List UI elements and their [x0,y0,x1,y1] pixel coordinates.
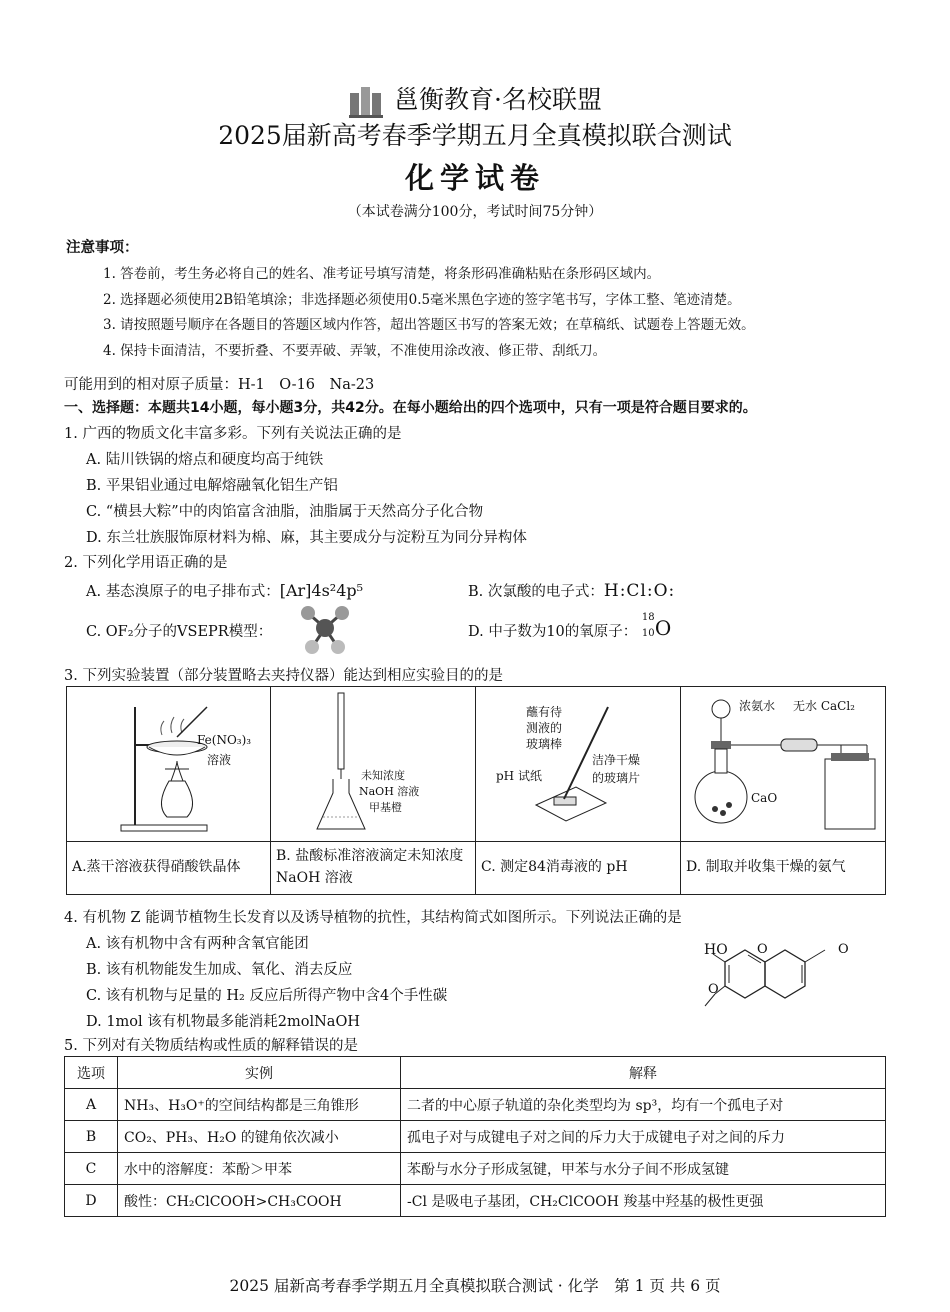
q4-option-b: B. 该有机物能发生加成、氧化、消去反应 [86,962,353,978]
apparatus-c [476,687,681,842]
table-cell: B [65,1121,118,1153]
label-fe-nitrate: Fe(NO₃)₃ [197,733,252,747]
table-header: 选项 [65,1057,118,1089]
subject-title: 化学试卷 [404,161,545,195]
exam-info: （本试卷满分100分，考试时间75分钟） [347,204,603,220]
q3-caption-c: C. 测定84消毒液的 pH [476,842,681,895]
element-symbol: O [654,616,672,640]
table-cell: -Cl 是吸电子基团，CH₂ClCOOH 羧基中羟基的极性更强 [401,1185,886,1217]
q4-option-c: C. 该有机物与足量的 H₂ 反应后所得产物中含4个手性碳 [86,988,448,1004]
label-ammonia-water: 浓氨水 [739,699,776,713]
q1-option-d: D. 东兰壮族服饰原材料为棉、麻，其主要成分与淀粉互为同分异构体 [86,530,527,546]
q2-option-b-text: B. 次氯酸的电子式： [468,584,604,600]
label-glass-rod-3: 玻璃棒 [526,737,563,751]
table-cell: C [65,1153,118,1185]
table-cell: 孤电子对与成键电子对之间的斥力大于成键电子对之间的斥力 [401,1121,886,1153]
brand-text: 邕衡教育·名校联盟 [394,85,602,114]
notice-item: 3. 请按照题号顺序在各题目的答题区域内作答，超出答题区书写的答案无效；在草稿纸、试题卷上答题无效。 [103,317,755,333]
q2-option-c [86,620,272,641]
q3-apparatus-table [66,686,886,895]
titration-apparatus-icon [271,687,475,841]
table-cell: NH₃、H₃O⁺的空间结构都是三角锥形 [118,1089,401,1121]
q2-option-a [86,580,363,601]
notice-heading: 注意事项： [66,240,139,256]
table-header: 实例 [118,1057,401,1089]
label-solution: 溶液 [207,753,232,767]
table-cell: CO₂、PH₃、H₂O 的键角依次减小 [118,1121,401,1153]
label-methyl-orange: 甲基橙 [369,801,402,814]
q2-option-b-formula: H:Cl:O: [603,581,676,601]
mass-number: 18 [641,612,655,623]
table-cell: 苯酚与水分子形成氢键，甲苯与水分子间不形成氢键 [401,1153,886,1185]
struct-label-carbonyl-o: O [838,942,849,957]
q2-option-d-text: D. 中子数为10的氧原子： [468,624,638,640]
q1-option-a: A. 陆川铁锅的熔点和硬度均高于纯铁 [86,452,324,468]
q2-option-a-text: A. 基态溴原子的电子排布式： [86,584,280,600]
table-cell: 酸性：CH₂ClCOOH>CH₃COOH [118,1185,401,1217]
q5-stem: 5. 下列对有关物质结构或性质的解释错误的是 [64,1038,358,1054]
atomic-mass-note: 可能用到的相对原子质量：H-1 O-16 Na-23 [64,377,375,393]
q3-caption-d: D. 制取并收集干燥的氨气 [681,842,886,895]
notice-item: 4. 保持卡面清洁，不要折叠、不要弄破、弄皱，不准使用涂改液、修正带、刮纸刀。 [103,343,607,359]
nuclide-notation [641,612,678,642]
table-row [65,1185,886,1217]
atomic-number: 10 [641,628,655,639]
q4-option-a: A. 该有机物中含有两种含氧官能团 [86,936,309,952]
struct-label-ring-o: O [757,942,768,957]
struct-label-ho: HO [704,942,728,958]
label-glass-plate-1: 洁净干燥 [592,753,641,767]
label-cacl2: 无水 CaCl₂ [793,699,855,713]
table-header: 解释 [401,1057,886,1089]
table-header-row [65,1057,886,1089]
q5-table [64,1056,886,1217]
q3-caption-b: B. 盐酸标准溶液滴定未知浓度 NaOH 溶液 [271,842,476,895]
q2-option-a-formula: [Ar]4s²4p⁵ [279,581,364,600]
page-footer: 2025 届新高考春季学期五月全真模拟联合测试 · 化学 第 1 页 共 6 页 [229,1277,721,1295]
q2-stem: 2. 下列化学用语正确的是 [64,555,228,571]
struct-label-methoxy-o: O [708,982,719,997]
q3-stem: 3. 下列实验装置（部分装置略去夹持仪器）能达到相应实验目的的是 [64,668,503,684]
ph-test-apparatus-icon [476,687,680,841]
section-heading: 一、选择题：本题共14小题，每小题3分，共42分。在每小题给出的四个选项中，只有一项是符合题目要求的。 [64,400,757,416]
q2-option-c-text: C. OF₂分子的VSEPR模型： [86,624,273,640]
label-ph-paper: pH 试纸 [496,769,542,783]
apparatus-a [67,687,271,842]
apparatus-d [681,687,886,842]
q4-option-d: D. 1mol 该有机物最多能消耗2molNaOH [86,1014,360,1030]
q1-option-c: C. “横县大粽”中的肉馅富含油脂，油脂属于天然高分子化合物 [86,504,484,520]
table-row [65,1089,886,1121]
vsepr-model-icon [295,602,355,658]
exam-title: 2025届新高考春季学期五月全真模拟联合测试 [218,121,732,150]
table-row [65,1121,886,1153]
label-cao: CaO [751,791,778,805]
label-glass-rod-1: 蘸有待 [526,705,563,719]
label-glass-rod-2: 测液的 [526,721,563,735]
q1-stem: 1. 广西的物质文化丰富多彩。下列有关说法正确的是 [64,426,402,442]
notice-item: 2. 选择题必须使用2B铅笔填涂；非选择题必须使用0.5毫米黑色字迹的签字笔书写，字体工整、笔迹清楚。 [103,292,741,308]
q3-caption-a: A.蒸干溶液获得硝酸铁晶体 [67,842,271,895]
school-logo-icon [348,85,384,119]
table-cell: 二者的中心原子轨道的杂化类型均为 sp³，均有一个孤电子对 [401,1089,886,1121]
label-naoh: NaOH 溶液 [359,785,420,798]
q1-option-b: B. 平果铝业通过电解熔融氧化铝生产铝 [86,478,338,494]
label-glass-plate-2: 的玻璃片 [592,771,641,785]
table-row [65,1153,886,1185]
table-cell: A [65,1089,118,1121]
table-cell: D [65,1185,118,1217]
evaporation-apparatus-icon [67,687,270,841]
brand-header [0,80,950,119]
table-cell: 水中的溶解度：苯酚＞甲苯 [118,1153,401,1185]
apparatus-b [271,687,476,842]
q2-option-b [468,580,675,601]
q4-stem: 4. 有机物 Z 能调节植物生长发育以及诱导植物的抗性，其结构简式如图所示。下列说法正确的是 [64,910,682,926]
notice-item: 1. 答卷前，考生务必将自己的姓名、准考证号填写清楚，将条形码准确粘贴在条形码区域内。 [103,266,661,282]
q2-option-d [468,612,678,642]
label-unknown-conc: 未知浓度 [361,769,405,782]
